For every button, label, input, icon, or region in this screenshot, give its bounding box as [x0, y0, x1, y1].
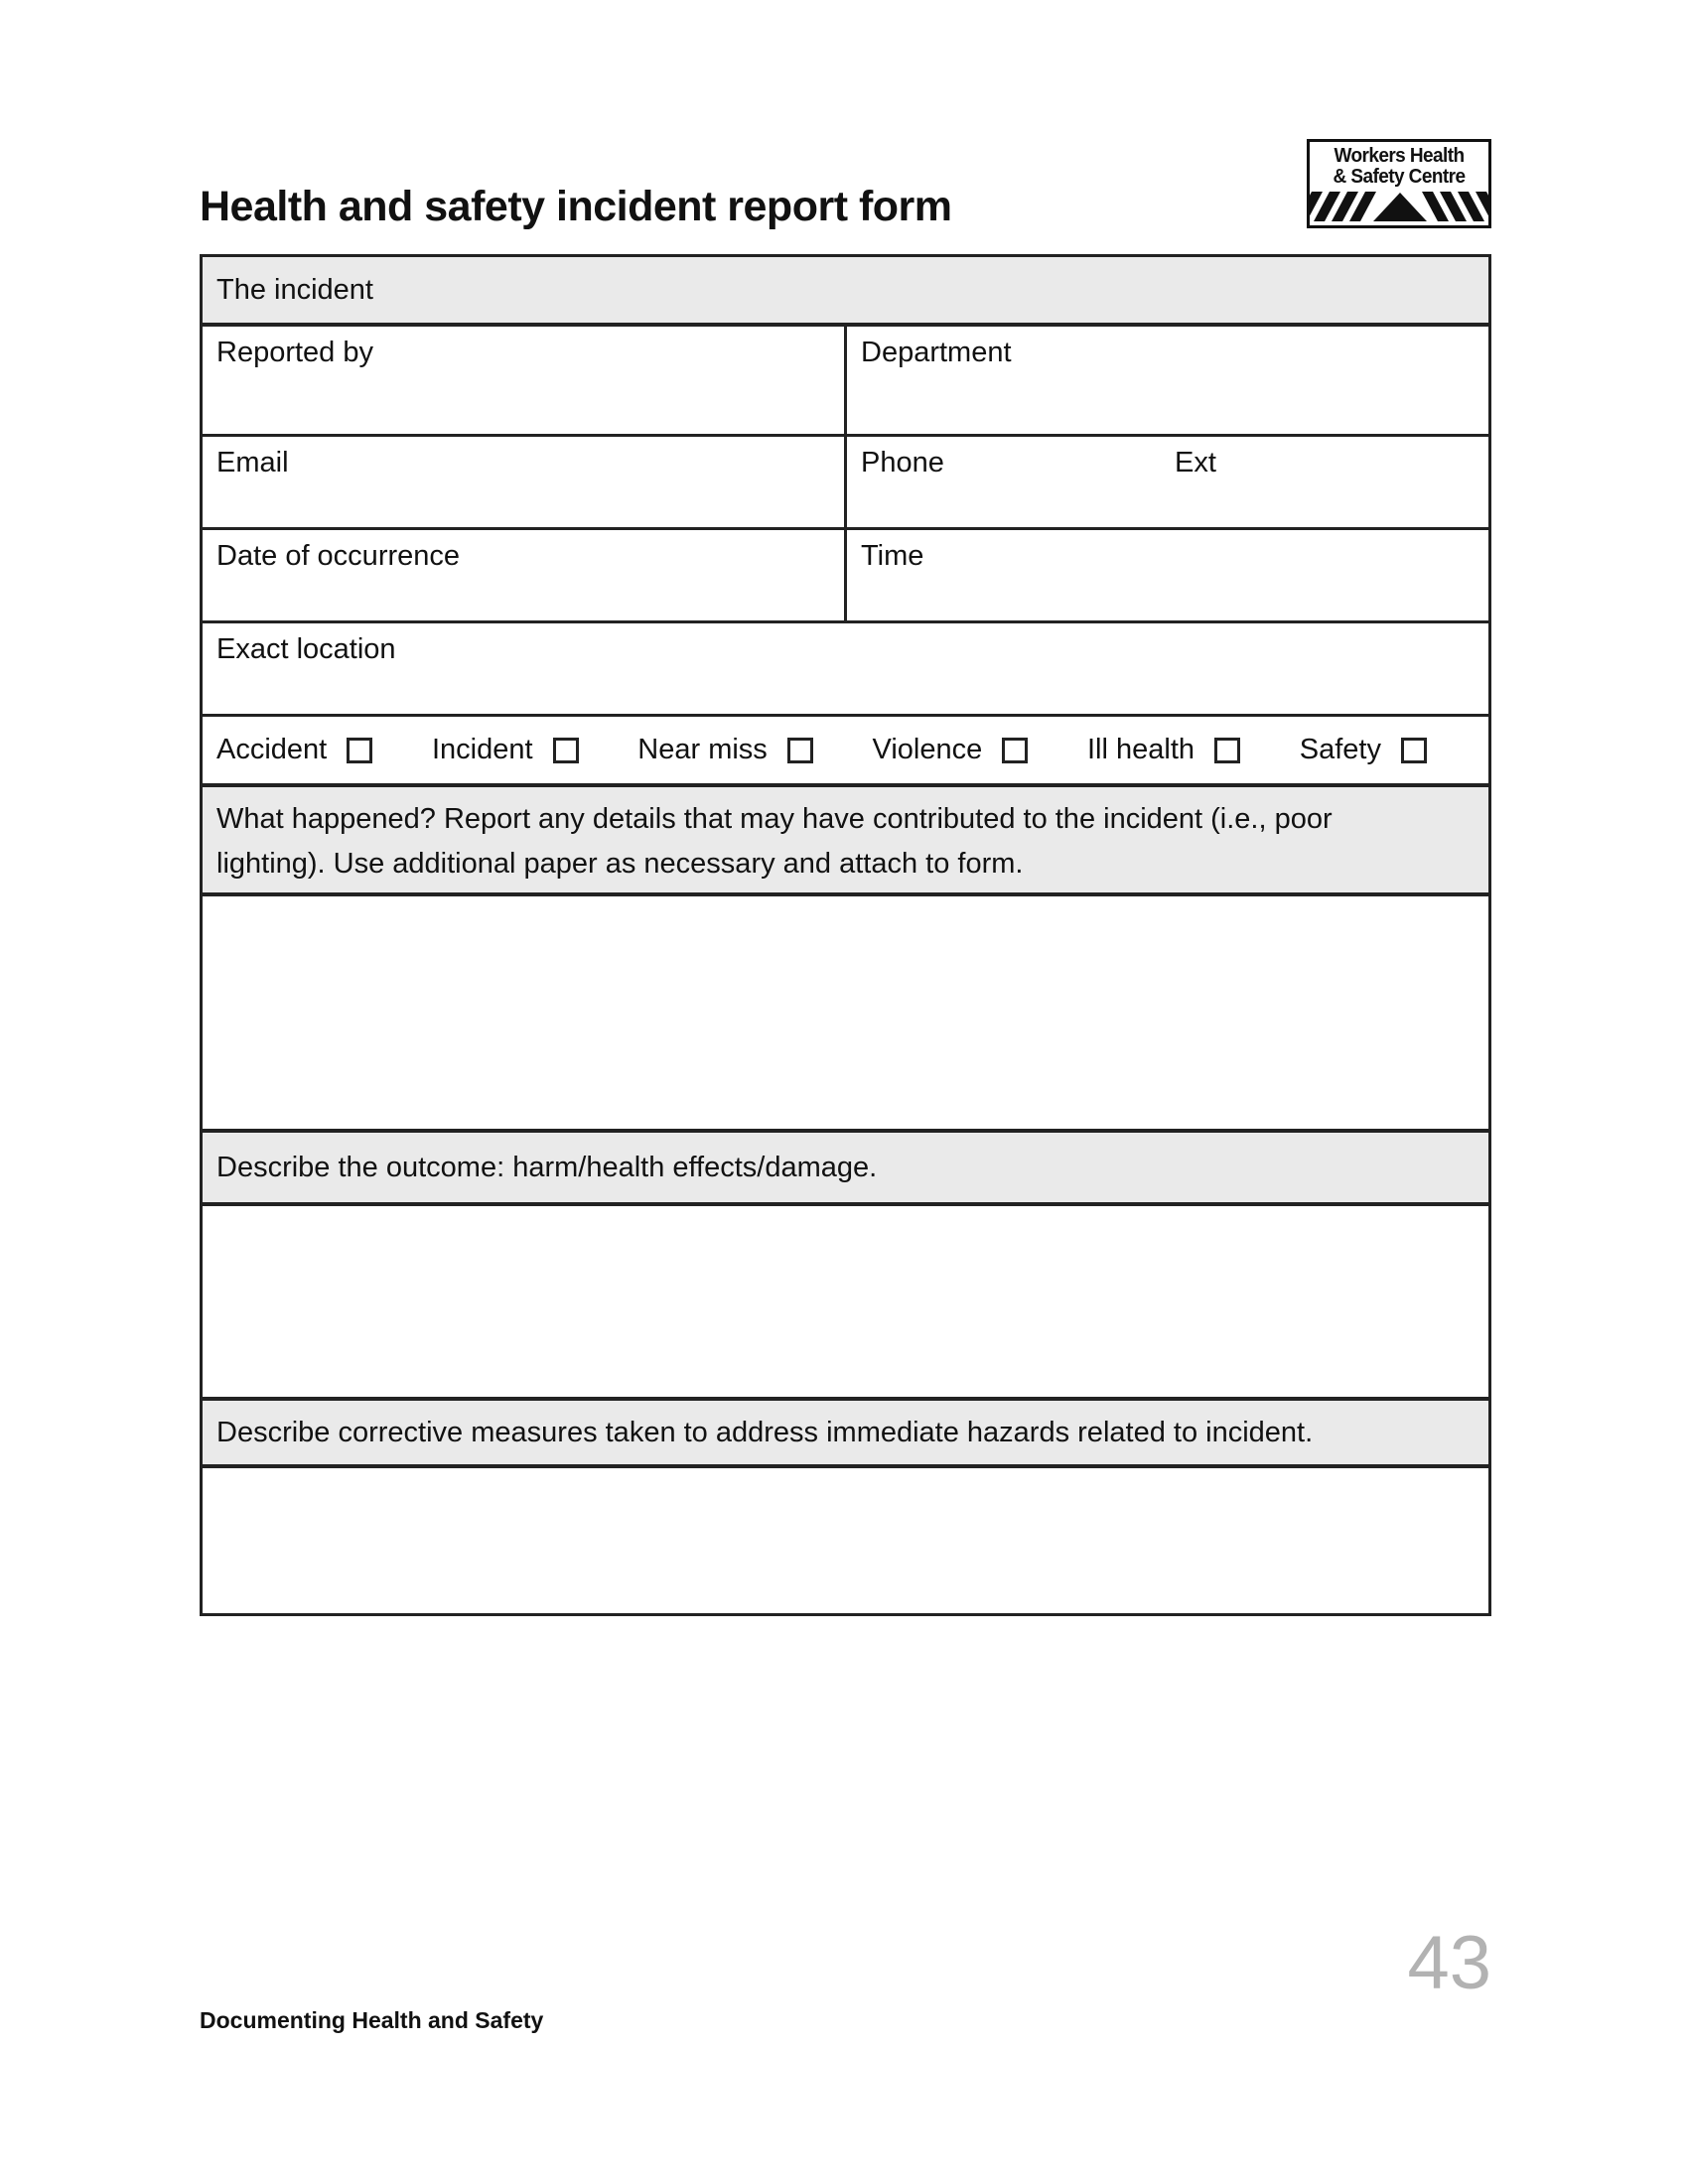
corrective-measures-prompt	[203, 1397, 1488, 1464]
corrective-measures-prompt-text: Describe corrective measures taken to address immediate hazards related to incident.	[216, 1416, 1314, 1448]
ext-label: Ext	[1175, 447, 1216, 478]
email-label: Email	[216, 447, 289, 478]
incident-type-safety	[1300, 734, 1427, 766]
phone-field[interactable]	[844, 437, 1488, 527]
email-phone-row	[203, 434, 1488, 527]
date-time-row	[203, 527, 1488, 620]
page-title: Health and safety incident report form	[200, 183, 952, 230]
department-field[interactable]	[844, 327, 1488, 434]
email-field[interactable]	[203, 437, 844, 527]
date-of-occurrence-field[interactable]	[203, 530, 844, 620]
footer-text: Documenting Health and Safety	[200, 2007, 544, 2033]
logo-text-line1: Workers Health	[1334, 145, 1465, 167]
department-label: Department	[861, 337, 1012, 368]
near-miss-label: Near miss	[637, 734, 768, 765]
incident-label: Incident	[431, 734, 533, 765]
reported-department-row	[203, 323, 1488, 434]
incident-type-ill-health	[1087, 734, 1240, 766]
safety-label: Safety	[1299, 734, 1381, 765]
corrective-measures-input-area[interactable]	[203, 1464, 1488, 1613]
what-happened-input-area[interactable]	[203, 892, 1488, 1129]
incident-type-near-miss	[637, 734, 813, 766]
exact-location-field[interactable]	[203, 620, 1488, 714]
outcome-prompt	[203, 1129, 1488, 1202]
reported-by-field[interactable]	[203, 327, 844, 434]
incident-type-violence	[873, 734, 1029, 766]
accident-label: Accident	[216, 734, 328, 765]
incident-type-accident	[216, 734, 372, 766]
reported-by-label: Reported by	[216, 337, 373, 368]
what-happened-prompt	[203, 783, 1488, 892]
incident-checkbox[interactable]	[553, 738, 579, 763]
violence-checkbox[interactable]	[1002, 738, 1028, 763]
outcome-input-area[interactable]	[203, 1202, 1488, 1397]
incident-type-row	[203, 714, 1488, 783]
header	[200, 137, 1491, 228]
outcome-prompt-text: Describe the outcome: harm/health effects/damage.	[216, 1151, 878, 1183]
whsc-logo	[1307, 139, 1491, 228]
section-header-row	[203, 257, 1488, 323]
ill-health-label: Ill health	[1086, 734, 1195, 765]
what-happened-prompt-text: What happened? Report any details that may have contributed to the incident (i.e., poor lighting). Use additional paper as necessary and attach to form.	[216, 803, 1333, 880]
section-header-label: The incident	[216, 273, 373, 306]
safety-checkbox[interactable]	[1401, 738, 1427, 763]
incident-form-table	[200, 254, 1491, 1616]
hazard-stripes-icon	[1310, 192, 1488, 221]
incident-type-incident	[432, 734, 579, 766]
page-number: 43	[1407, 1921, 1491, 2005]
ill-health-checkbox[interactable]	[1214, 738, 1240, 763]
accident-checkbox[interactable]	[347, 738, 372, 763]
phone-label: Phone	[861, 447, 944, 478]
near-miss-checkbox[interactable]	[787, 738, 813, 763]
time-label: Time	[861, 540, 924, 572]
logo-text-line2: & Safety Centre	[1333, 166, 1466, 189]
time-field[interactable]	[844, 530, 1488, 620]
date-of-occurrence-label: Date of occurrence	[216, 540, 461, 572]
exact-location-label: Exact location	[216, 633, 396, 665]
violence-label: Violence	[872, 734, 983, 765]
